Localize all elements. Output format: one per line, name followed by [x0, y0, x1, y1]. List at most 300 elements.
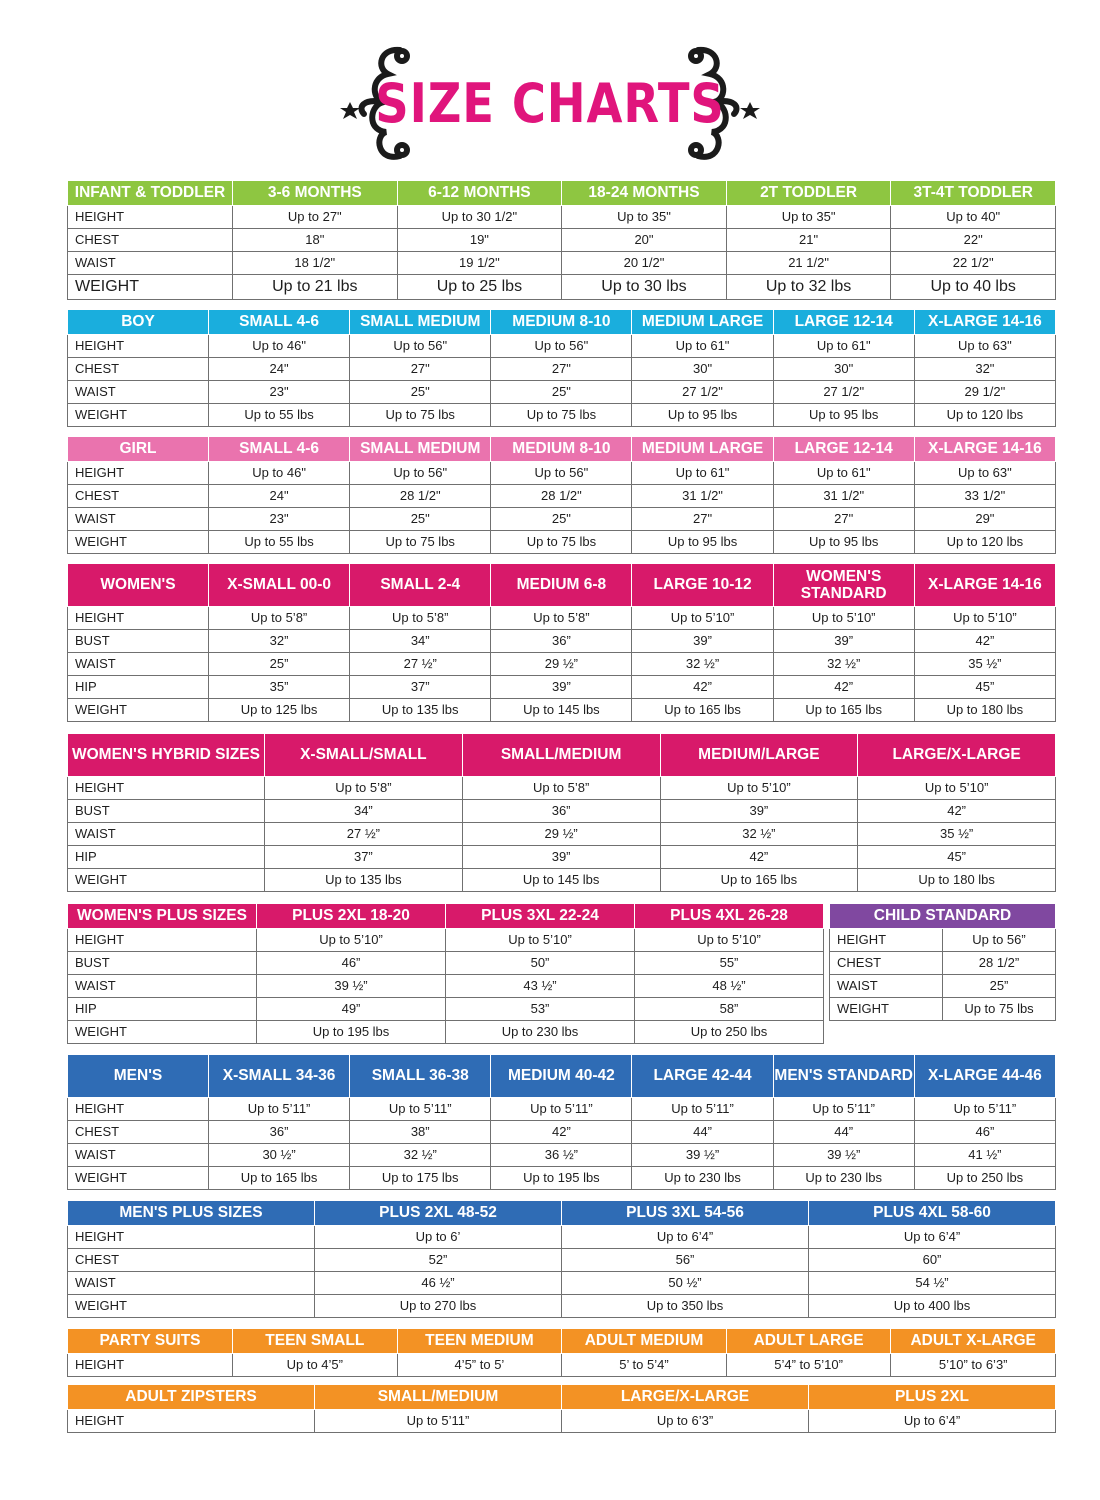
- table-cell: Up to 5’10”: [773, 606, 914, 629]
- row-label: HEIGHT: [68, 776, 265, 799]
- table-cell: 29 ½”: [462, 822, 660, 845]
- table-cell: Up to 75 lbs: [491, 403, 632, 426]
- table-cell: Up to 135 lbs: [350, 698, 491, 721]
- mens-table: [67, 1055, 1056, 1190]
- table-cell: 34”: [265, 799, 463, 822]
- table-cell: Up to 135 lbs: [265, 868, 463, 891]
- column-header-plus-2xl-18-20: PLUS 2XL 18-20: [257, 904, 446, 928]
- mens-plus-table: [67, 1201, 1056, 1318]
- table-cell: Up to 250 lbs: [635, 1020, 824, 1043]
- table-cell: Up to 6’4”: [809, 1409, 1056, 1432]
- table-cell: Up to 61": [632, 334, 773, 357]
- table-row-waist: [68, 974, 824, 997]
- column-header-plus-2xl-48-52: PLUS 2XL 48-52: [315, 1201, 562, 1225]
- table-cell: Up to 27": [233, 205, 398, 228]
- row-label: WAIST: [68, 822, 265, 845]
- table-row-height: [68, 205, 1056, 228]
- womens-hybrid-table: [67, 734, 1056, 892]
- table-cell: 32 ½”: [350, 1143, 491, 1166]
- column-header-x-small-small: X-SMALL/SMALL: [265, 734, 463, 776]
- table-cell: 18 1/2": [233, 251, 398, 274]
- table-cell: 29 ½”: [491, 652, 632, 675]
- table-cell: 50”: [446, 951, 635, 974]
- column-header-x-small-00-0: X-SMALL 00-0: [209, 564, 350, 606]
- header-row: [68, 564, 1056, 606]
- table-row-weight: [68, 1294, 1056, 1317]
- table-cell: Up to 5’10”: [858, 776, 1056, 799]
- table-cell: 24": [209, 357, 350, 380]
- row-label: WEIGHT: [68, 403, 209, 426]
- table-row-height: [68, 606, 1056, 629]
- column-header-women-s: WOMEN'S: [68, 564, 209, 606]
- column-header-women-s-plus-sizes: WOMEN'S PLUS SIZES: [68, 904, 257, 928]
- table-cell: 49”: [257, 997, 446, 1020]
- table-cell: 36 ½”: [491, 1143, 632, 1166]
- column-header-3t-4t-toddler: 3T-4T TODDLER: [891, 181, 1056, 205]
- column-header-adult-medium: ADULT MEDIUM: [562, 1329, 727, 1353]
- table-cell: 56”: [562, 1248, 809, 1271]
- table-cell: Up to 75 lbs: [350, 530, 491, 553]
- table-cell: Up to 5’10”: [257, 928, 446, 951]
- row-label: WEIGHT: [830, 997, 943, 1020]
- table-cell: 32”: [209, 629, 350, 652]
- table-row-height: [68, 1409, 1056, 1432]
- row-label: HEIGHT: [68, 334, 209, 357]
- table-row-chest: [68, 357, 1056, 380]
- table-row-weight: [68, 274, 1056, 299]
- column-header-plus-3xl-22-24: PLUS 3XL 22-24: [446, 904, 635, 928]
- table-cell: 42”: [660, 845, 858, 868]
- column-header-small-medium: SMALL MEDIUM: [350, 437, 491, 461]
- table-cell: 42”: [773, 675, 914, 698]
- row-label: HEIGHT: [68, 606, 209, 629]
- column-header-x-small-34-36: X-SMALL 34-36: [209, 1055, 350, 1097]
- table-cell: Up to 56": [350, 334, 491, 357]
- table-cell: 46 ½”: [315, 1271, 562, 1294]
- column-header-teen-small: TEEN SMALL: [233, 1329, 398, 1353]
- table-cell: 25": [491, 507, 632, 530]
- table-cell: Up to 21 lbs: [233, 274, 398, 299]
- table-cell: 39 ½”: [773, 1143, 914, 1166]
- table-cell: Up to 5’8”: [491, 606, 632, 629]
- table-cell: 30": [773, 357, 914, 380]
- table-cell: Up to 195 lbs: [491, 1166, 632, 1189]
- table-cell: 20": [562, 228, 727, 251]
- table-cell: 53”: [446, 997, 635, 1020]
- table-cell: 23": [209, 380, 350, 403]
- row-label: BUST: [68, 799, 265, 822]
- table-cell: Up to 145 lbs: [491, 698, 632, 721]
- table-cell: 42”: [632, 675, 773, 698]
- table-cell: 41 ½”: [914, 1143, 1055, 1166]
- table-cell: 21": [726, 228, 891, 251]
- table-row-weight: [68, 868, 1056, 891]
- table-cell: 31 1/2": [773, 484, 914, 507]
- table-row-waist: [68, 822, 1056, 845]
- table-cell: Up to 5’11”: [209, 1097, 350, 1120]
- column-header-party-suits: PARTY SUITS: [68, 1329, 233, 1353]
- row-label: WEIGHT: [68, 530, 209, 553]
- row-label: WAIST: [68, 1271, 315, 1294]
- table-cell: 60”: [809, 1248, 1056, 1271]
- table-cell: Up to 95 lbs: [632, 403, 773, 426]
- column-header-small-4-6: SMALL 4-6: [209, 310, 350, 334]
- table-cell: Up to 230 lbs: [632, 1166, 773, 1189]
- table-cell: Up to 5’8”: [462, 776, 660, 799]
- table-cell: 32": [914, 357, 1055, 380]
- table-cell: 27": [350, 357, 491, 380]
- table-cell: 24": [209, 484, 350, 507]
- table-cell: Up to 400 lbs: [809, 1294, 1056, 1317]
- row-label: BUST: [68, 629, 209, 652]
- column-header-plus-3xl-54-56: PLUS 3XL 54-56: [562, 1201, 809, 1225]
- table-cell: Up to 35": [562, 205, 727, 228]
- row-label: HEIGHT: [68, 205, 233, 228]
- table-cell: 44”: [632, 1120, 773, 1143]
- header-row: [68, 1201, 1056, 1225]
- column-header-small-medium: SMALL/MEDIUM: [315, 1385, 562, 1409]
- table-cell: Up to 230 lbs: [446, 1020, 635, 1043]
- table-row-weight: [830, 997, 1056, 1020]
- row-label: HEIGHT: [68, 1225, 315, 1248]
- row-label: WAIST: [68, 1143, 209, 1166]
- table-row-height: [830, 928, 1056, 951]
- column-header-adult-zipsters: ADULT ZIPSTERS: [68, 1385, 315, 1409]
- page-title: SIZE CHARTS: [375, 72, 725, 135]
- row-label: CHEST: [68, 228, 233, 251]
- table-cell: 39”: [773, 629, 914, 652]
- column-header-plus-4xl-58-60: PLUS 4XL 58-60: [809, 1201, 1056, 1225]
- table-row-bust: [68, 799, 1056, 822]
- table-row-waist: [830, 974, 1056, 997]
- table-cell: Up to 75 lbs: [943, 997, 1056, 1020]
- column-header-medium-40-42: MEDIUM 40-42: [491, 1055, 632, 1097]
- row-label: WAIST: [68, 380, 209, 403]
- column-header-x-large-14-16: X-LARGE 14-16: [914, 310, 1055, 334]
- table-cell: Up to 95 lbs: [773, 403, 914, 426]
- table-cell: 22 1/2": [891, 251, 1056, 274]
- table-cell: Up to 35": [726, 205, 891, 228]
- table-cell: Up to 46": [209, 334, 350, 357]
- header-row: [830, 904, 1056, 928]
- table-cell: Up to 61": [773, 461, 914, 484]
- header-row: [68, 1329, 1056, 1353]
- table-cell: Up to 56": [350, 461, 491, 484]
- table-cell: Up to 63": [914, 334, 1055, 357]
- table-cell: 5’ to 5’4”: [562, 1353, 727, 1376]
- table-row-height: [68, 1225, 1056, 1248]
- table-row-waist: [68, 1143, 1056, 1166]
- table-cell: 52”: [315, 1248, 562, 1271]
- column-header-large-x-large: LARGE/X-LARGE: [562, 1385, 809, 1409]
- table-cell: 37”: [350, 675, 491, 698]
- table-row-height: [68, 334, 1056, 357]
- table-cell: Up to 5’11”: [491, 1097, 632, 1120]
- row-label: HIP: [68, 997, 257, 1020]
- column-header-small-2-4: SMALL 2-4: [350, 564, 491, 606]
- row-label: WEIGHT: [68, 698, 209, 721]
- table-cell: Up to 5’11”: [632, 1097, 773, 1120]
- table-cell: Up to 5’8”: [350, 606, 491, 629]
- table-cell: Up to 61": [632, 461, 773, 484]
- column-header-small-medium: SMALL/MEDIUM: [462, 734, 660, 776]
- table-cell: 28 1/2”: [943, 951, 1056, 974]
- column-header-medium-large: MEDIUM LARGE: [632, 437, 773, 461]
- table-row-height: [68, 928, 824, 951]
- header-row: [68, 904, 824, 928]
- column-header-medium-6-8: MEDIUM 6-8: [491, 564, 632, 606]
- table-cell: 48 ½”: [635, 974, 824, 997]
- table-row-waist: [68, 507, 1056, 530]
- table-cell: 46”: [914, 1120, 1055, 1143]
- table-cell: 4’5” to 5’: [397, 1353, 562, 1376]
- table-cell: Up to 95 lbs: [632, 530, 773, 553]
- table-row-bust: [68, 951, 824, 974]
- table-cell: 42”: [914, 629, 1055, 652]
- table-cell: 25": [350, 380, 491, 403]
- table-cell: Up to 61": [773, 334, 914, 357]
- column-header-plus-2xl: PLUS 2XL: [809, 1385, 1056, 1409]
- table-row-waist: [68, 380, 1056, 403]
- row-label: HEIGHT: [68, 928, 257, 951]
- row-label: WEIGHT: [68, 274, 233, 299]
- row-label: HEIGHT: [68, 1409, 315, 1432]
- table-cell: 27 1/2": [632, 380, 773, 403]
- row-label: WEIGHT: [68, 1020, 257, 1043]
- table-cell: Up to 270 lbs: [315, 1294, 562, 1317]
- table-cell: 39”: [632, 629, 773, 652]
- table-cell: 25”: [943, 974, 1056, 997]
- row-label: HEIGHT: [68, 1097, 209, 1120]
- column-header-large-12-14: LARGE 12-14: [773, 310, 914, 334]
- table-cell: 36”: [209, 1120, 350, 1143]
- row-label: BUST: [68, 951, 257, 974]
- table-cell: Up to 5’10”: [914, 606, 1055, 629]
- table-cell: 58”: [635, 997, 824, 1020]
- table-cell: Up to 40 lbs: [891, 274, 1056, 299]
- table-row-waist: [68, 1271, 1056, 1294]
- table-cell: Up to 145 lbs: [462, 868, 660, 891]
- table-cell: Up to 4’5”: [233, 1353, 398, 1376]
- table-cell: 36”: [462, 799, 660, 822]
- table-cell: 38”: [350, 1120, 491, 1143]
- table-cell: 30": [632, 357, 773, 380]
- column-header-adult-large: ADULT LARGE: [726, 1329, 891, 1353]
- table-cell: 29 1/2": [914, 380, 1055, 403]
- table-cell: Up to 6’: [315, 1225, 562, 1248]
- column-header-small-4-6: SMALL 4-6: [209, 437, 350, 461]
- row-label: CHEST: [830, 951, 943, 974]
- table-cell: 27": [491, 357, 632, 380]
- table-cell: 25”: [209, 652, 350, 675]
- table-cell: Up to 55 lbs: [209, 403, 350, 426]
- table-cell: Up to 5’10”: [632, 606, 773, 629]
- table-cell: Up to 350 lbs: [562, 1294, 809, 1317]
- column-header-men-s: MEN'S: [68, 1055, 209, 1097]
- row-label: WAIST: [68, 507, 209, 530]
- table-row-hip: [68, 997, 824, 1020]
- table-cell: 28 1/2": [491, 484, 632, 507]
- table-cell: 39”: [491, 675, 632, 698]
- row-label: WEIGHT: [68, 1166, 209, 1189]
- column-header-3-6-months: 3-6 MONTHS: [233, 181, 398, 205]
- child-standard-table: [829, 904, 1056, 1021]
- table-cell: 35 ½”: [914, 652, 1055, 675]
- table-cell: Up to 120 lbs: [914, 530, 1055, 553]
- table-cell: 31 1/2": [632, 484, 773, 507]
- table-row-weight: [68, 530, 1056, 553]
- table-cell: Up to 30 lbs: [562, 274, 727, 299]
- table-row-height: [68, 1097, 1056, 1120]
- table-row-chest: [68, 228, 1056, 251]
- table-cell: 35”: [209, 675, 350, 698]
- column-header-6-12-months: 6-12 MONTHS: [397, 181, 562, 205]
- table-cell: 18": [233, 228, 398, 251]
- row-label: WEIGHT: [68, 868, 265, 891]
- table-cell: Up to 56": [491, 334, 632, 357]
- column-header-medium-8-10: MEDIUM 8-10: [491, 437, 632, 461]
- table-cell: 19 1/2": [397, 251, 562, 274]
- table-row-height: [68, 776, 1056, 799]
- row-label: WEIGHT: [68, 1294, 315, 1317]
- column-header-small-medium: SMALL MEDIUM: [350, 310, 491, 334]
- table-cell: 50 ½”: [562, 1271, 809, 1294]
- table-cell: Up to 165 lbs: [660, 868, 858, 891]
- header-row: [68, 310, 1056, 334]
- table-cell: 23": [209, 507, 350, 530]
- table-cell: 36”: [491, 629, 632, 652]
- party-suits-table: [67, 1329, 1056, 1377]
- girl-table: [67, 437, 1056, 554]
- womens-plus-table: [67, 904, 824, 1044]
- table-cell: 45”: [914, 675, 1055, 698]
- infant-toddler-table: [67, 181, 1056, 300]
- column-header-2t-toddler: 2T TODDLER: [726, 181, 891, 205]
- table-cell: 42”: [491, 1120, 632, 1143]
- table-cell: Up to 75 lbs: [350, 403, 491, 426]
- table-cell: Up to 5’10”: [446, 928, 635, 951]
- table-row-hip: [68, 845, 1056, 868]
- column-header-small-36-38: SMALL 36-38: [350, 1055, 491, 1097]
- column-header-girl: GIRL: [68, 437, 209, 461]
- table-cell: Up to 63": [914, 461, 1055, 484]
- column-header-medium-large: MEDIUM LARGE: [632, 310, 773, 334]
- table-cell: 5’4” to 5’10”: [726, 1353, 891, 1376]
- header-row: [68, 1055, 1056, 1097]
- column-header-women-s-standard: WOMEN'S STANDARD: [773, 564, 914, 606]
- row-label: CHEST: [68, 1120, 209, 1143]
- table-cell: Up to 30 1/2": [397, 205, 562, 228]
- table-cell: 54 ½”: [809, 1271, 1056, 1294]
- table-cell: Up to 165 lbs: [632, 698, 773, 721]
- column-header-adult-x-large: ADULT X-LARGE: [891, 1329, 1056, 1353]
- table-cell: Up to 5’11”: [350, 1097, 491, 1120]
- table-cell: Up to 6’4”: [809, 1225, 1056, 1248]
- table-cell: 45”: [858, 845, 1056, 868]
- table-cell: Up to 32 lbs: [726, 274, 891, 299]
- table-cell: Up to 5’10”: [635, 928, 824, 951]
- table-row-chest: [68, 1248, 1056, 1271]
- row-label: HIP: [68, 845, 265, 868]
- table-cell: Up to 95 lbs: [773, 530, 914, 553]
- row-label: HEIGHT: [68, 1353, 233, 1376]
- table-cell: Up to 180 lbs: [858, 868, 1056, 891]
- table-cell: Up to 125 lbs: [209, 698, 350, 721]
- table-cell: 28 1/2": [350, 484, 491, 507]
- table-cell: Up to 5’11”: [914, 1097, 1055, 1120]
- table-cell: 55”: [635, 951, 824, 974]
- table-cell: Up to 56": [491, 461, 632, 484]
- table-cell: 21 1/2": [726, 251, 891, 274]
- table-cell: 22": [891, 228, 1056, 251]
- column-header-teen-medium: TEEN MEDIUM: [397, 1329, 562, 1353]
- table-cell: 39 ½”: [632, 1143, 773, 1166]
- row-label: WAIST: [68, 974, 257, 997]
- header-row: [68, 1385, 1056, 1409]
- table-cell: 5’10” to 6’3”: [891, 1353, 1056, 1376]
- table-row-hip: [68, 675, 1056, 698]
- table-row-height: [68, 1353, 1056, 1376]
- table-cell: 27 ½”: [265, 822, 463, 845]
- column-header-x-large-44-46: X-LARGE 44-46: [914, 1055, 1055, 1097]
- column-header-x-large-14-16: X-LARGE 14-16: [914, 437, 1055, 461]
- column-header-men-s-standard: MEN'S STANDARD: [773, 1055, 914, 1097]
- table-cell: Up to 40": [891, 205, 1056, 228]
- table-cell: 44”: [773, 1120, 914, 1143]
- column-header-large-10-12: LARGE 10-12: [632, 564, 773, 606]
- column-header-boy: BOY: [68, 310, 209, 334]
- table-cell: 35 ½”: [858, 822, 1056, 845]
- table-cell: 34”: [350, 629, 491, 652]
- table-cell: Up to 75 lbs: [491, 530, 632, 553]
- row-label: CHEST: [68, 357, 209, 380]
- table-cell: Up to 175 lbs: [350, 1166, 491, 1189]
- table-row-bust: [68, 629, 1056, 652]
- table-cell: Up to 180 lbs: [914, 698, 1055, 721]
- column-header-infant-toddler: INFANT & TODDLER: [68, 181, 233, 205]
- table-cell: Up to 6’3”: [562, 1409, 809, 1432]
- column-header-medium-large: MEDIUM/LARGE: [660, 734, 858, 776]
- table-cell: 39 ½”: [257, 974, 446, 997]
- womens-table: [67, 564, 1056, 722]
- row-label: WAIST: [68, 251, 233, 274]
- column-header-child-standard: CHILD STANDARD: [830, 904, 1056, 928]
- header-row: [68, 437, 1056, 461]
- table-cell: 32 ½”: [773, 652, 914, 675]
- table-cell: Up to 56”: [943, 928, 1056, 951]
- boy-table: [67, 310, 1056, 427]
- table-cell: 46”: [257, 951, 446, 974]
- table-cell: 27": [632, 507, 773, 530]
- table-cell: Up to 5’11”: [773, 1097, 914, 1120]
- column-header-plus-4xl-26-28: PLUS 4XL 26-28: [635, 904, 824, 928]
- table-cell: Up to 195 lbs: [257, 1020, 446, 1043]
- title-area: [0, 30, 1100, 170]
- row-label: HIP: [68, 675, 209, 698]
- column-header-large-42-44: LARGE 42-44: [632, 1055, 773, 1097]
- table-cell: 32 ½”: [632, 652, 773, 675]
- table-cell: Up to 5’11”: [315, 1409, 562, 1432]
- table-row-weight: [68, 698, 1056, 721]
- table-row-waist: [68, 652, 1056, 675]
- column-header-18-24-months: 18-24 MONTHS: [562, 181, 727, 205]
- row-label: HEIGHT: [68, 461, 209, 484]
- table-cell: Up to 55 lbs: [209, 530, 350, 553]
- column-header-large-12-14: LARGE 12-14: [773, 437, 914, 461]
- table-cell: Up to 165 lbs: [209, 1166, 350, 1189]
- table-cell: 39”: [660, 799, 858, 822]
- row-label: WAIST: [68, 652, 209, 675]
